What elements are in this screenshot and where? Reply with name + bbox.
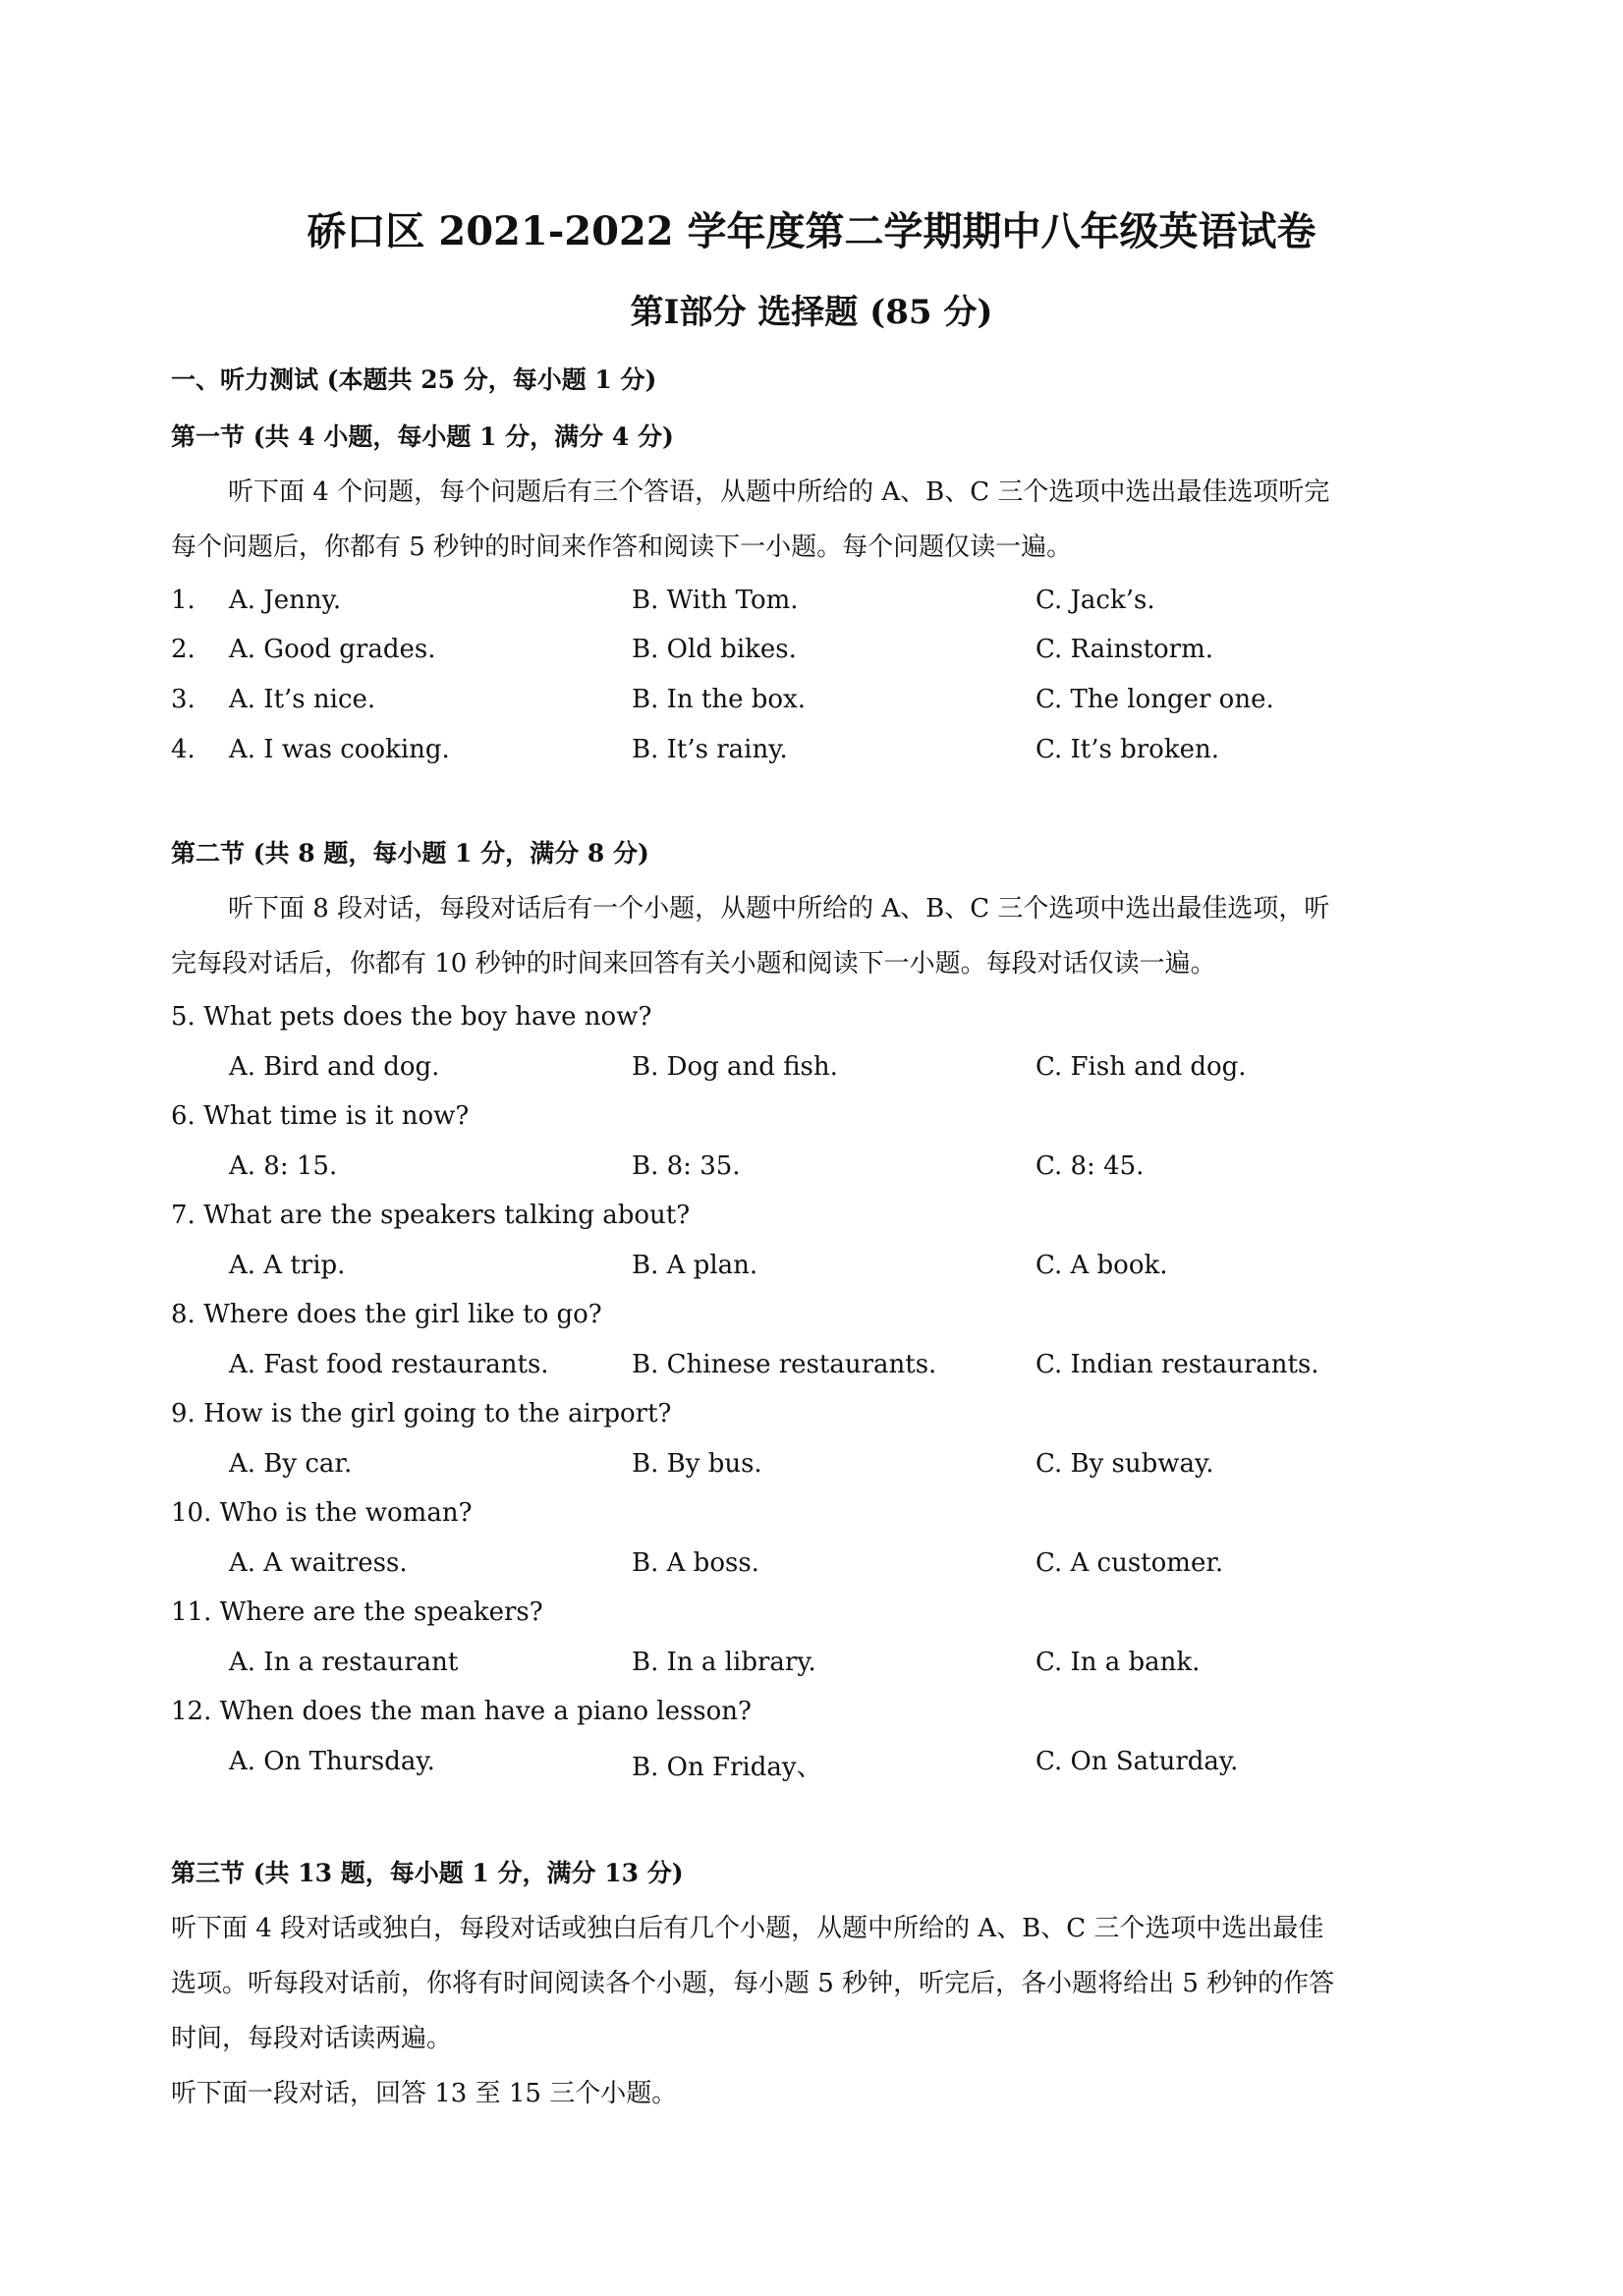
option-b: B. Chinese restaurants. [632, 1350, 937, 1379]
section3-note: 听下面一段对话，回答 13 至 15 三个小题。 [171, 2079, 678, 2108]
option-a: A. It’s nice. [229, 685, 376, 714]
section1-instruction-line1: 听下面 4 个问题，每个问题后有三个答语，从题中所给的 A、B、C 三个选项中选出最佳选项听完 [228, 477, 1330, 507]
option-a: A. I was cooking. [229, 735, 450, 764]
option-c: C. 8: 45. [1035, 1151, 1145, 1181]
options-row [0, 1251, 1623, 1290]
section3-instruction-line2: 选项。听每段对话前，你将有时间阅读各个小题，每小题 5 秒钟，听完后，各小题将给出 5 秒钟的作答 [171, 1969, 1335, 1998]
question-number: 4. [171, 735, 196, 764]
question-row [0, 586, 1623, 625]
option-a: A. In a restaurant [229, 1648, 459, 1677]
section2-instruction-line2: 完每段对话后，你都有 10 秒钟的时间来回答有关小题和阅读下一小题。每段对话仅读一遍。 [171, 949, 1216, 979]
question-number: 3. [171, 685, 196, 714]
option-a: A. Good grades. [229, 635, 436, 664]
option-a: A. Fast food restaurants. [229, 1350, 549, 1379]
option-b: B. A boss. [632, 1548, 759, 1578]
section3-instruction-line3: 时间，每段对话读两遍。 [171, 2024, 453, 2053]
option-b: B. By bus. [632, 1449, 762, 1479]
part1-heading: 一、听力测试 (本题共 25 分，每小题 1 分) [171, 365, 657, 394]
options-row [0, 1548, 1623, 1588]
option-c: C. By subway. [1035, 1449, 1214, 1479]
question-number: 1. [171, 586, 196, 615]
section2-heading: 第二节 (共 8 题，每小题 1 分，满分 8 分) [171, 839, 649, 868]
question-text: 7. What are the speakers talking about? [171, 1201, 691, 1230]
option-c: C. It’s broken. [1035, 735, 1219, 764]
option-c: C. A customer. [1035, 1548, 1224, 1578]
option-a: A. By car. [229, 1449, 353, 1479]
options-row [0, 1747, 1623, 1786]
options-row [0, 1151, 1623, 1191]
question-text: 12. When does the man have a piano lesson? [171, 1697, 752, 1726]
question-number: 2. [171, 635, 196, 664]
exam-title: 硚口区 2021-2022 学年度第二学期期中八年级英语试卷 [307, 208, 1316, 254]
option-a: A. A waitress. [229, 1548, 408, 1578]
option-b: B. Old bikes. [632, 635, 797, 664]
options-row [0, 1052, 1623, 1092]
question-text: 10. Who is the woman? [171, 1498, 473, 1528]
section3-heading: 第三节 (共 13 题，每小题 1 分，满分 13 分) [171, 1859, 684, 1887]
part-subtitle: 第Ⅰ部分 选择题 (85 分) [630, 293, 993, 332]
option-c: C. In a bank. [1035, 1648, 1201, 1677]
question-text: 6. What time is it now? [171, 1101, 470, 1131]
question-text: 8. Where does the girl like to go? [171, 1300, 602, 1329]
option-b: B. It’s rainy. [632, 735, 788, 764]
section3-instruction-line1: 听下面 4 段对话或独白，每段对话或独白后有几个小题，从题中所给的 A、B、C 三个选项中选出最佳 [171, 1914, 1324, 1943]
option-b: B. Dog and fish. [632, 1052, 838, 1082]
section1-heading: 第一节 (共 4 小题，每小题 1 分，满分 4 分) [171, 422, 674, 451]
option-a: A. Bird and dog. [229, 1052, 440, 1082]
question-row [0, 735, 1623, 774]
option-c: C. A book. [1035, 1251, 1168, 1280]
section2-instruction-line1: 听下面 8 段对话，每段对话后有一个小题，从题中所给的 A、B、C 三个选项中选出最佳选项，听 [228, 894, 1330, 924]
option-b: B. A plan. [632, 1251, 758, 1280]
question-row [0, 635, 1623, 674]
option-c: C. On Saturday. [1035, 1747, 1239, 1776]
question-row [0, 685, 1623, 724]
option-a: A. On Thursday. [229, 1747, 435, 1776]
question-text: 9. How is the girl going to the airport? [171, 1399, 672, 1428]
option-c: C. The longer one. [1035, 685, 1274, 714]
option-c: C. Indian restaurants. [1035, 1350, 1319, 1379]
option-c: C. Fish and dog. [1035, 1052, 1247, 1082]
option-b: B. In the box. [632, 685, 806, 714]
question-text: 11. Where are the speakers? [171, 1597, 543, 1627]
option-b: B. On Friday、 [632, 1753, 822, 1782]
option-c: C. Rainstorm. [1035, 635, 1214, 664]
option-b: B. 8: 35. [632, 1151, 741, 1181]
option-b: B. In a library. [632, 1648, 816, 1677]
option-a: A. A trip. [229, 1251, 346, 1280]
option-c: C. Jack’s. [1035, 586, 1155, 615]
options-row [0, 1350, 1623, 1389]
option-a: A. Jenny. [229, 586, 342, 615]
options-row [0, 1648, 1623, 1687]
section1-instruction-line2: 每个问题后，你都有 5 秒钟的时间来作答和阅读下一小题。每个问题仅读一遍。 [171, 532, 1073, 562]
option-a: A. 8: 15. [229, 1151, 338, 1181]
option-b: B. With Tom. [632, 586, 799, 615]
question-text: 5. What pets does the boy have now? [171, 1002, 652, 1032]
options-row [0, 1449, 1623, 1488]
